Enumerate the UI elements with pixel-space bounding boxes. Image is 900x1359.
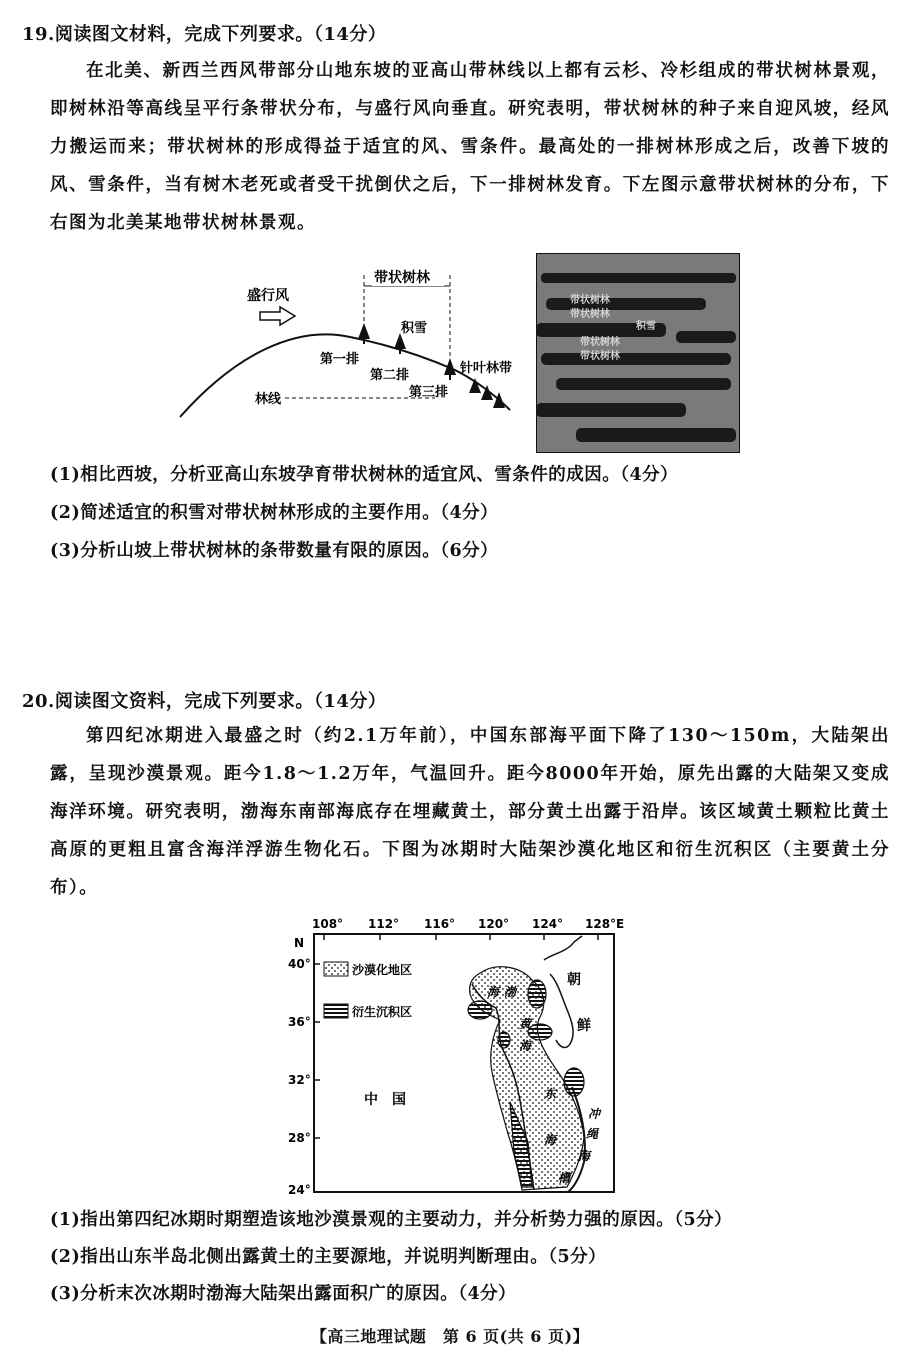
photo-label-4: 带状树林: [580, 337, 620, 348]
lon-120: 120°: [478, 917, 510, 931]
lat-36: 36°: [288, 1015, 311, 1029]
q20-sub2: (2)指出山东半岛北侧出露黄土的主要源地，并说明判断理由。（5分）: [50, 1247, 607, 1267]
lon-124: 124°: [532, 917, 564, 931]
q20-title: 20.阅读图文资料，完成下列要求。（14分）: [22, 691, 387, 712]
ice-age-shelf-map: [282, 912, 642, 1202]
q20-sub3: (3)分析末次冰期时渤海大陆架出露面积广的原因。（4分）: [50, 1284, 517, 1304]
row1-label: 第一排: [320, 352, 360, 367]
china-label: 中 国: [364, 1092, 406, 1108]
legend-desert: 沙漠化地区: [352, 963, 413, 977]
bohai-label-1: 渤: [504, 985, 517, 999]
okinawa-label-4: 槽: [558, 1171, 571, 1185]
belt-label: 带状树林: [374, 270, 430, 286]
korea-label-1: 朝: [567, 972, 581, 988]
east-label-1: 东: [544, 1087, 557, 1101]
q19-sub1: (1)相比西坡，分析亚高山东坡孕育带状树林的适宜风、雪条件的成因。（4分）: [50, 465, 679, 485]
q19-title: 19.阅读图文材料，完成下列要求。（14分）: [22, 24, 387, 45]
row3-label: 第三排: [409, 385, 449, 400]
q19-body: 在北美、新西兰西风带部分山地东坡的亚高山带林线以上都有云杉、冷杉组成的带状树林景观，即树林沿等高线呈平行条带状分布，与盛行风向垂直。研究表明，带状树林的种子来自迎风坡，经风力搬运而来；带状树林的形成得益于适宜的风、雪条件。最高处的一排树林形成之后，改善下坡的风、雪条件，当有树木老死或者受干扰倒伏之后，下一排树林发育。下左图示意带状树林的分布，下右图为北美某地带状树林景观。: [50, 61, 890, 233]
q19-sub2: (2)简述适宜的积雪对带状树林形成的主要作用。（4分）: [50, 503, 499, 523]
lat-28: 28°: [288, 1131, 311, 1145]
wind-arrow-icon: [260, 307, 295, 325]
photo-label-1: 带状树林: [570, 295, 610, 306]
lon-128: 128°E: [585, 917, 625, 931]
q19-sub3: (3)分析山坡上带状树林的条带数量有限的原因。（6分）: [50, 541, 499, 561]
banded-forest-diagram: [175, 265, 535, 425]
snow-label: 积雪: [401, 321, 428, 336]
banded-forest-photo: [536, 253, 740, 453]
page-footer: 【高三地理试题 第 6 页(共 6 页)】: [310, 1327, 590, 1346]
north-label: N: [294, 936, 305, 950]
okinawa-label-1: 冲: [588, 1107, 601, 1121]
korea-label-2: 鲜: [577, 1018, 591, 1034]
yellow-label-1: 黄: [519, 1017, 532, 1031]
bohai-label-2: 海: [487, 985, 500, 999]
q20-sub1: (1)指出第四纪冰期时期塑造该地沙漠景观的主要动力，并分析势力强的原因。（5分）: [50, 1210, 733, 1230]
lat-32: 32°: [288, 1073, 311, 1087]
lat-24: 24°: [288, 1183, 311, 1197]
legend-deposit: 衍生沉积区: [352, 1005, 413, 1019]
wind-label: 盛行风: [247, 288, 289, 304]
row2-label: 第二排: [370, 368, 410, 383]
yellow-label-2: 海: [519, 1039, 532, 1053]
q20-body: 第四纪冰期进入最盛之时（约2.1万年前），中国东部海平面下降了130～150m，大陆架出露，呈现沙漠景观。距今1.8～1.2万年，气温回升。距今8000年开始，原先出露的大陆架又变成海洋环境。研究表明，渤海东南部海底存在埋藏黄土，部分黄土出露于沿岸。该区域黄土颗粒比黄土高原的更粗且富含海洋浮游生物化石。下图为冰期时大陆架沙漠化地区和衍生沉积区（主要黄土分布）。: [50, 726, 890, 898]
photo-label-2: 带状树林: [570, 309, 610, 320]
photo-label-5: 带状树林: [580, 351, 620, 362]
lat-40: 40°: [288, 957, 311, 971]
lon-108: 108°: [312, 917, 344, 931]
photo-label-3: 积雪: [636, 321, 656, 332]
treeline-label: 林线: [255, 392, 282, 407]
okinawa-label-3: 海: [578, 1149, 591, 1163]
lon-112: 112°: [368, 917, 400, 931]
lon-116: 116°: [424, 917, 456, 931]
okinawa-label-2: 绳: [586, 1127, 599, 1141]
conifer-label: 针叶林带: [460, 361, 513, 376]
east-label-2: 海: [544, 1133, 557, 1147]
